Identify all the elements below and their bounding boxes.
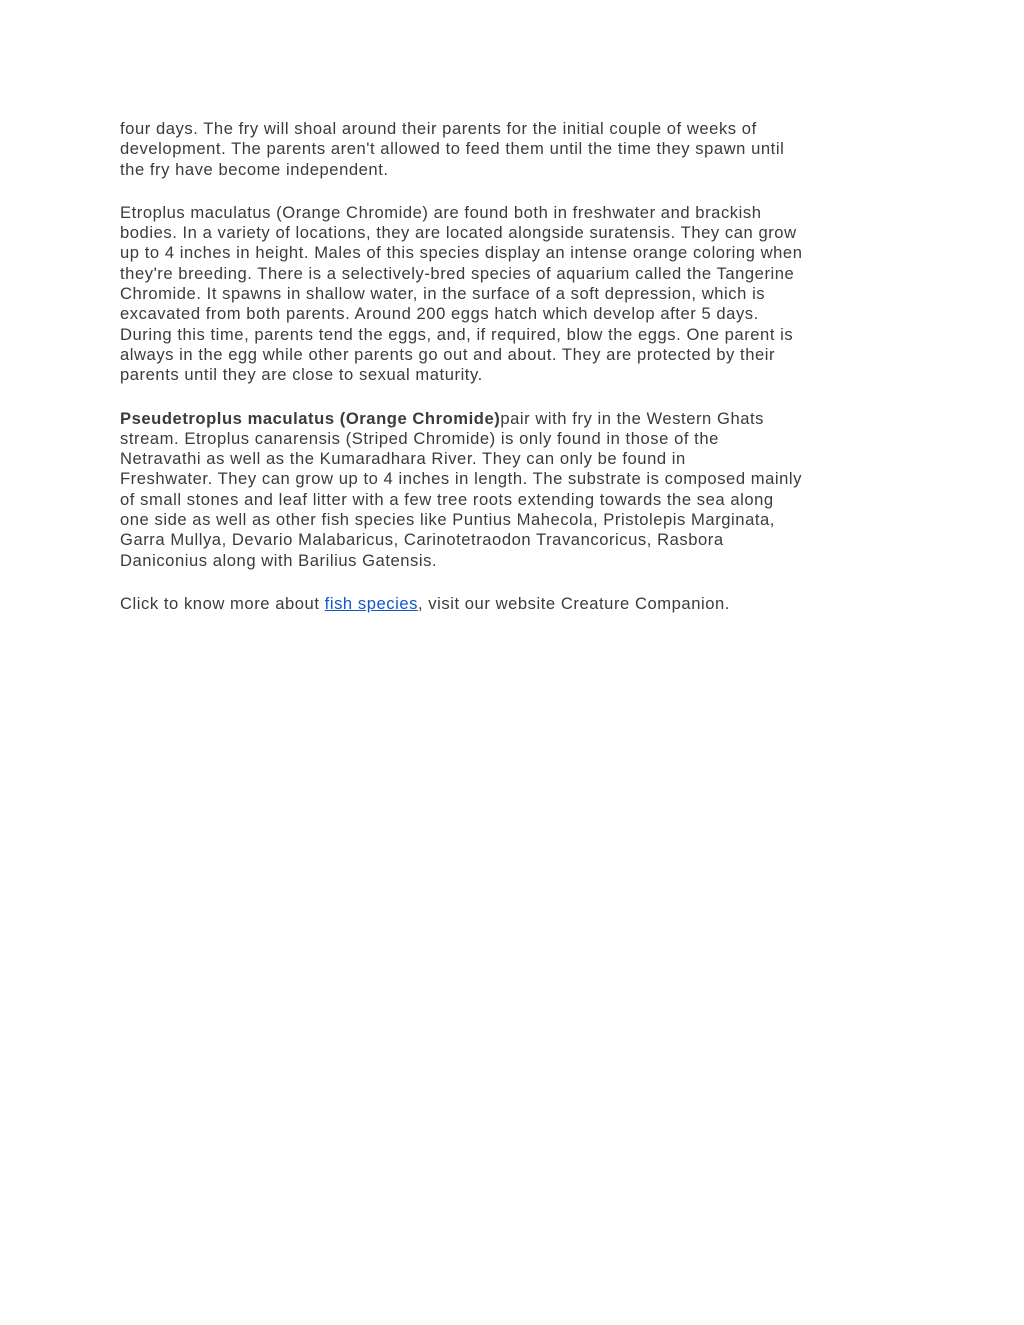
cta-text-before: Click to know more about	[120, 593, 325, 613]
species-heading-bold: Pseudetroplus maculatus (Orange Chromide)	[120, 408, 501, 428]
paragraph-click-to-know-more	[120, 594, 920, 614]
cta-text-after: , visit our website Creature Companion.	[417, 593, 730, 613]
paragraph-fry-development: four days. The fry will shoal around their parents for the initial couple of weeks of development. The parents aren't allowed to feed them until the time they spawn until the fry have become independent.	[120, 119, 785, 179]
paragraph-pseudetroplus-text: pair with fry in the Western Ghats stream. Etroplus canarensis (Striped Chromide) is only found in those of the Netravathi as well as the Kumaradhara River. They can only be found in Freshwater. They can grow up to 4 inches in length. The substrate is composed mainly of small stones and leaf litter with a few tree roots extending towards the sea along one side as well as other fish species like Puntius Mahecola, Pristolepis Marginata, Garra Mullya, Devario Malabaricus, Carinotetraodon Travancoricus, Rasbora Daniconius along with Barilius Gatensis.	[120, 408, 803, 570]
paragraph-pseudetroplus-maculatus	[120, 409, 920, 571]
fish-species-link[interactable]: fish species	[324, 593, 418, 613]
document-page	[120, 119, 920, 637]
paragraph-etroplus-maculatus: Etroplus maculatus (Orange Chromide) are found both in freshwater and brackish bodies. In a variety of locations, they are located alongside suratensis. They can grow up to 4 inches in height. Males of this species display an intense orange coloring when they're breeding. There is a selectively-bred species of aquarium called the Tangerine Chromide. It spawns in shallow water, in the surface of a soft depression, which is excavated from both parents. Around 200 eggs hatch which develop after 5 days. During this time, parents tend the eggs, and, if required, blow the eggs. One parent is always in the egg while other parents go out and about. They are protected by their parents until they are close to sexual maturity.	[120, 202, 803, 385]
